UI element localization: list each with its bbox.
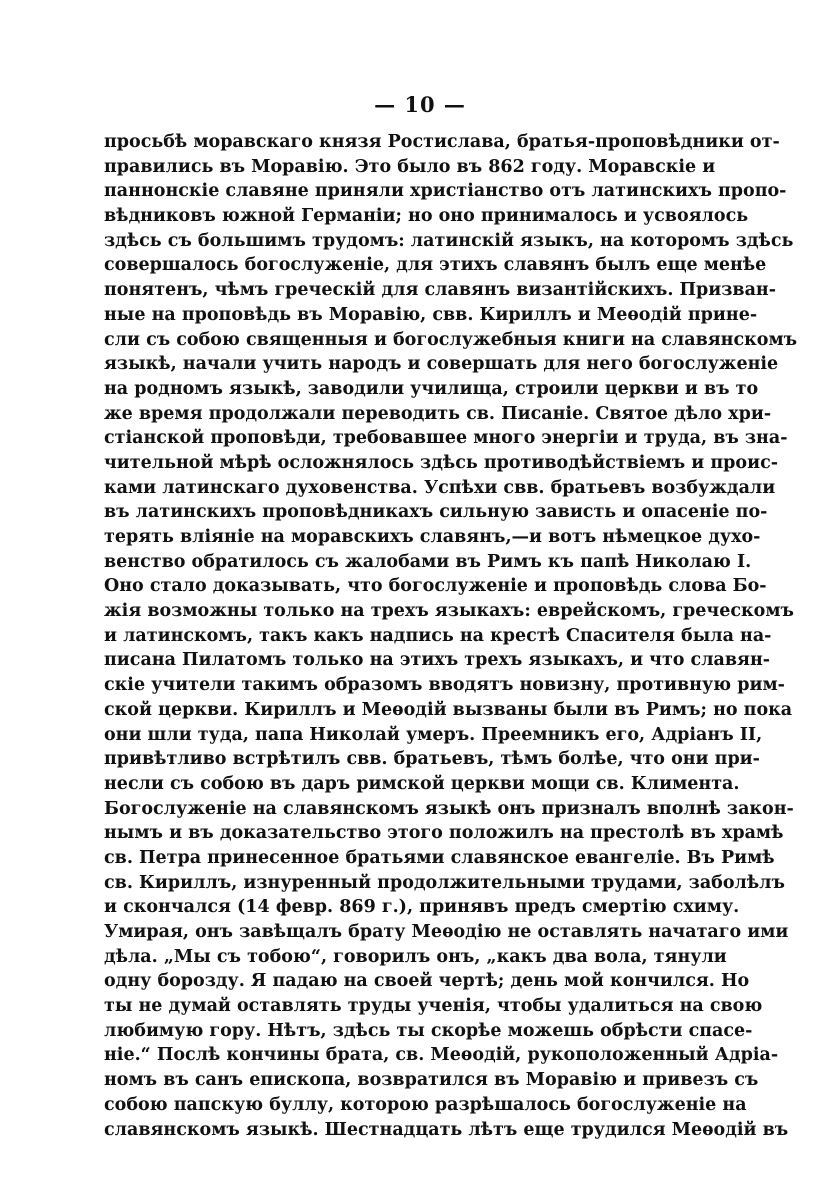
text-line: св. Кириллъ, изнуренный продолжительными трудами, заболѣлъ [104,872,785,893]
text-line: стіанской проповѣди, требовавшее много энергіи и труда, въ зна- [104,428,788,449]
text-line: языкѣ, начали учить народъ и совершать для него богослуженіе [104,354,779,375]
text-line: Оно стало доказывать, что богослуженіе и проповѣдь слова Бо- [104,576,767,597]
text-line: понятенъ, чѣмъ греческій для славянъ византійскихъ. Призван- [104,280,776,301]
text-line: дѣла. „Мы съ тобою“, говорилъ онъ, „какъ два вола, тянули [104,946,727,967]
text-line: сли съ собою священныя и богослужебныя книги на славянскомъ [104,329,798,350]
text-line: и латинскомъ, такъ какъ надпись на крестѣ Спасителя была на- [104,625,772,646]
text-line: Умирая, онъ завѣщалъ брату Меѳодію не оставлять начатаго ими [104,922,789,942]
text-line: правились въ Моравію. Это было въ 862 году. Моравскіе и [104,156,716,177]
text-line: славянскомъ языкѣ. Шестнадцать лѣтъ еще трудился Меѳодій въ [104,1119,789,1140]
text-line: вѣдниковъ южной Германіи; но оно принималось и усвоялось [104,206,749,227]
text-line: совершалось богослуженіе, для этихъ славянъ былъ еще менѣе [104,255,767,276]
text-line: одну борозду. Я падаю на своей чертѣ; день мой кончился. Но [104,971,750,992]
text-line: чительной мѣрѣ осложнялось здѣсь противодѣйствіемъ и проис- [104,452,778,473]
text-line: просьбѣ моравскаго князя Ростислава, братья-проповѣдники от- [104,132,780,152]
text-line: ками латинскаго духовенства. Успѣхи свв. братьевъ возбуждали [104,477,776,498]
text-line: собою папскую буллу, которою разрѣшалось богослуженіе на [104,1094,747,1115]
text-line: и скончался (14 февр. 869 г.), принявъ предъ смертію схиму. [104,897,740,918]
text-line: нымъ и въ доказательство этого положилъ на престолѣ въ храмѣ [104,823,784,844]
text-line: несли съ собою въ даръ римской церкви мощи св. Климента. [104,773,740,794]
text-line: св. Петра принесенное братьями славянское евангеліе. Въ Римѣ [104,847,775,868]
text-line: Богослуженіе на славянскомъ языкѣ онъ призналъ вполнѣ закон- [104,798,794,819]
text-line: на родномъ языкѣ, заводили училища, строили церкви и въ то [104,378,759,399]
text-line: же время продолжали переводить св. Писаніе. Святое дѣло хри- [104,403,772,424]
text-line: терять вліяніе на моравскихъ славянъ,—и вотъ нѣмецкое духо- [104,527,761,547]
text-line: паннонскіе славяне приняли христіанство отъ латинскихъ пропо- [104,181,787,202]
text-line: они шли туда, папа Николай умеръ. Преемникъ его, Адріанъ II, [104,724,763,745]
text-line: писана Пилатомъ только на этихъ трехъ языкахъ, и что славян- [104,650,771,671]
text-line: ты не думай оставлять труды ученія, чтобы удалиться на свою [104,996,763,1017]
text-line: ніе.“ Послѣ кончины брата, св. Меѳодій, рукоположенный Адріа- [104,1045,779,1066]
text-line: номъ въ санъ епископа, возвратился въ Моравію и привезъ съ [104,1070,759,1091]
text-line: венство обратилось съ жалобами въ Римъ къ папѣ Николаю I. [104,551,752,572]
body-text [104,130,798,1142]
text-line: жія возможны только на трехъ языкахъ: еврейскомъ, греческомъ [104,601,794,622]
text-line: скіе учители такимъ образомъ вводятъ новизну, противную рим- [104,675,785,696]
text-line: привѣтливо встрѣтилъ свв. братьевъ, тѣмъ болѣе, что они при- [104,749,760,770]
text-line: въ латинскихъ проповѣдникахъ сильную зависть и опасеніе по- [104,502,768,523]
text-line: ской церкви. Кириллъ и Меѳодій вызваны были въ Римъ; но пока [104,699,793,720]
text-line: здѣсь съ большимъ трудомъ: латинскій языкъ, на которомъ здѣсь [104,230,794,251]
text-line: ные на проповѣдь въ Моравію, свв. Кириллъ и Меѳодій прине- [104,304,758,325]
text-line: любимую гору. Нѣтъ, здѣсь ты скорѣе можешь обрѣсти спасе- [104,1020,753,1041]
page-number: — 10 — [374,92,466,117]
